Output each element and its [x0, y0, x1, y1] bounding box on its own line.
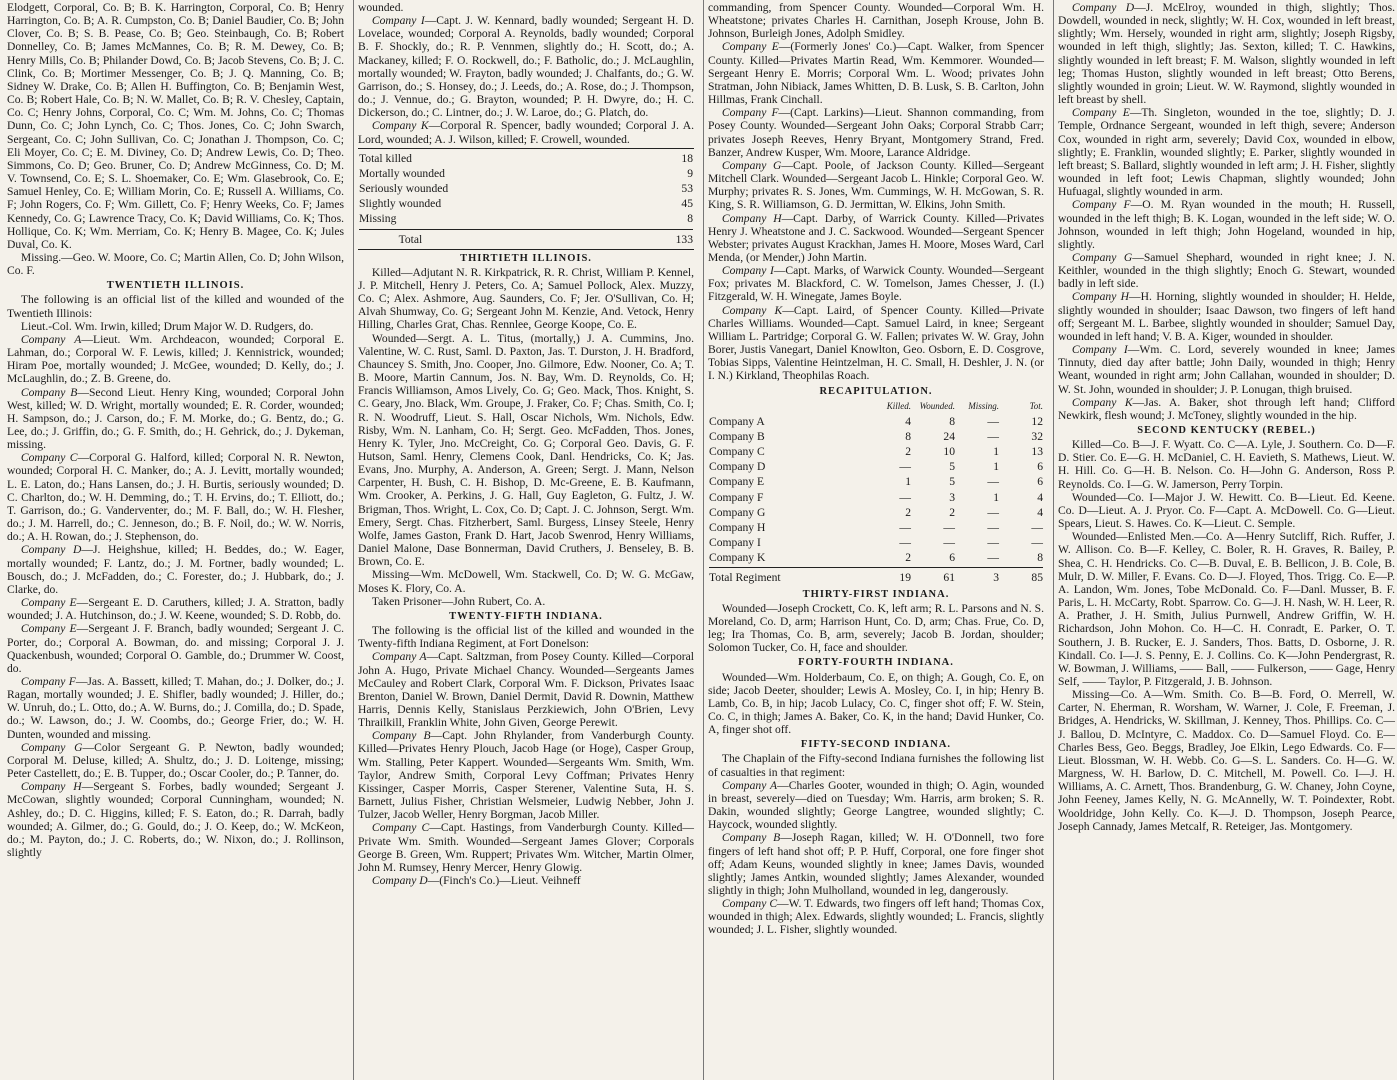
- totals-row: [358, 151, 694, 166]
- company-text: —Capt. Saltzman, from Posey County. Killed—Corporal John A. Hugo, Private Michael Chancy. Wounded—Sergeants James McCauley and Robert Clark, Corporal Wm. F. Dickson, Privates Isaac Brenton, Daniel W. Brown, Daniel Dermit, David R. Downin, Matthew Harris, Dennis Kelly, Stanislaus Perzkiewich, John O'Brien, Levy Thrailkill, Franklin White, John Given, George Perewit.: [358, 650, 694, 730]
- paragraph: Wounded—Wm. Holderbaum, Co. E, on thigh; A. Gough, Co. E, on side; Jacob Deeter, shoulder; Lewis A. Mosley, Co. I, in hip; Henry B. Lamb, Co. B, in hip; Jacob Lulacy, Co. C, finger shot off; F. W. Stein, Co. C, in thigh; James A. Baker, Co. K, in the hand; David Hunker, Co. A, finger shot off.: [708, 670, 1044, 737]
- totals-row: [358, 232, 694, 247]
- company-entry: [708, 106, 1044, 159]
- company-label: Company G: [721, 158, 782, 172]
- totals-value: 133: [675, 232, 693, 246]
- company-label: Company A: [371, 650, 427, 664]
- recap-header-row: [708, 399, 1044, 414]
- totals-label: Missing: [359, 212, 397, 226]
- company-label: Company G: [1071, 250, 1133, 264]
- recap-value: 8: [905, 430, 911, 443]
- company-label: Company H: [1071, 290, 1130, 304]
- recap-value: —: [987, 520, 999, 534]
- totals-label: Slightly wounded: [359, 197, 442, 211]
- recap-total-label: Total Regiment: [709, 571, 781, 585]
- company-entry: [358, 650, 694, 729]
- divider: [358, 148, 694, 149]
- recap-row: [708, 490, 1044, 505]
- recap-company: Company H: [709, 520, 766, 534]
- recap-row: [708, 414, 1044, 429]
- company-label: Company F: [1071, 198, 1131, 212]
- company-text: —Capt. Darby, of Warrick County. Killed—Privates Henry J. Wheatstone and J. C. Sackwood. Wounded—Sergeant Spencer Webster; privates August Krackhan, James H. Moore, Moses Ward, Carl Menda, (or Mender,) John Martin.: [708, 211, 1044, 264]
- company-label: Company D: [1071, 1, 1135, 14]
- company-label: Company K: [371, 119, 429, 133]
- company-text: —Capt. Poole, of Jackson County. Killed—Sergeant Mitchell Clark. Wounded—Sergeant Jacob L. Hinkle; Corporal Geo. W. Murphy; privates R. S. Jones, Wm. Cummings, W. H. McGowan, S. R. King, S. R. Williamson, G. D. Jermittan, W. Elkins, John Smith.: [708, 158, 1044, 212]
- company-text: —Capt. John Rhylander, from Vanderburgh County. Killed—Privates Henry Plouch, Jacob Hage (or Hoge), Casper Group, Wm. Stalling, Peter Kappert. Wounded—Sergeants Wm. Smith, Wm. Taylor, Andrew Smith, Corporal Levy Coffman; Privates Henry Kissinger, Casper Morris, Casper Sterener, Valentine Suta, H. S. Barnett, Julius Fisher, Christian Welsmeier, Ludwig Nebber, John J. Tulzer, Jacob Weller, Henry Borgman, Jacob Miller.: [358, 729, 694, 822]
- company-label: Company I: [721, 264, 774, 278]
- recap-company: Company I: [709, 536, 761, 550]
- company-text: —J. Heighshue, killed; H. Beddes, do.; W. Eager, mortally wounded; F. Lantz, do.; J. M. Fortner, badly wounded; L. Bousch, do.; J. McFadden, do.; C. Forester, do.; J. Hubbark, do.; J. Clarke, do.: [7, 543, 344, 596]
- paragraph: Elodgett, Corporal, Co. B; B. K. Harrington, Corporal, Co. B; Henry Harrington, Co. B; A. R. Cumpston, Co. B; Daniel Baudier, Co. B; John Clover, Co. B; S. B. Pease, Co. B; Geo. Steinbaugh, Co. B; Robert Donnelley, Co. B; James McMannes, Co. B; R. M. Dewey, Co. B; Henry Mills, Co. B; Philander Dowd, Co. B; Jacob Stevens, Co. B; J. C. Clink, Co. B; Mortimer Messenger, Co. B; J. Q. Manning, Co. B; Sidney W. Drake, Co. B; Allen H. Buffington, Co. B; Benjamin West, Co. B; Robert Hale, Co. B; N. W. Mallet, Co. B; R. V. Chesley, Captain, Co. C; Henry Johns, Corporal, Co. C; Wm. M. Johns, Co. C; Thomas Dunn, Co. C; John Lynch, Co. C; Thos. Jones, Co. C; John Swarch, Sergeant, Co. C; John Sullivan, Co. C; Jonathan J. Thompson, Co. C; Eli Moyer, Co. C; E. M. Diviney, Co. D; Andrew Lewis, Co. D; Theo. Simmons, Co. D; Geo. Bruner, Co. D; Andrew McGinness, Co. D; M. V. Townsend, Co. E; S. L. Shoemaker, Co. E; Wm. Glasebrook, Co. E; Samuel Henley, Co. E; William Morin, Co. E; Russell A. Williams, Co. F; John Rogers, Co. F; Wm. Gillett, Co. F; Henry Weeks, Co. F; James Kennedy, Co. G; Lawrence Tracy, Co. K; David Williams, Co. K; Thos. Hollique, Co. K; Wm. Merriam, Co. K; Henry B. Magee, Co. K; Jules Duval, Co. K.: [7, 1, 344, 251]
- recap-value: —: [987, 536, 999, 550]
- company-text: —Wm. C. Lord, severely wounded in knee; James Tinnuty, died day after battle; John Daily, wounded in thigh; Henry Weant, wounded in right arm; John Callahan, wounded in shoulder; D. W. St. John, wounded in shoulder; J. P. Lonugan, thigh bruised.: [1058, 343, 1395, 396]
- company-entry: [708, 897, 1044, 936]
- recap-value: —: [899, 520, 911, 534]
- company-label: Company D: [20, 543, 82, 557]
- company-entry: [1058, 198, 1395, 251]
- section-heading: RECAPITULATION.: [819, 385, 933, 397]
- company-label: Company H: [20, 780, 82, 794]
- paragraph: Killed—Co. B—J. F. Wyatt. Co. C—A. Lyle, J. Southern. Co. D—F. D. Stier. Co. E—G. H. McDaniel, C. H. Eavieth, S. Mathews, Lieut. W. H. Hill. Co. G—H. B. Nelson. Co. H—John G. Anderson, Ross P. Reynolds. Co. I—G. W. Jamerson, Perry Torpin.: [1058, 438, 1395, 491]
- recap-value: 6: [949, 551, 955, 565]
- section-heading: FIFTY-SECOND INDIANA.: [800, 739, 952, 751]
- company-entry: [1058, 1, 1395, 106]
- recap-header-blank: [708, 399, 868, 414]
- company-text: —Jas. A. Baker, shot through left hand; Clifford Newkirk, flesh wound; J. McToney, slightly wounded in the hip.: [1058, 395, 1395, 422]
- totals-value: 9: [687, 166, 693, 180]
- recap-row: [708, 444, 1044, 459]
- recap-value: —: [987, 475, 999, 489]
- company-label: Company G: [20, 740, 83, 754]
- divider: [709, 567, 1043, 568]
- company-text: —Sergeant J. F. Branch, badly wounded; Sergeant J. C. Porter, do.; Corporal A. Bowman, do. and missing; Corporal J. J. Quackenbush, wounded; Corporal O. Gamble, do.; Drummer W. Coost, do.: [7, 622, 345, 675]
- paragraph: The following is an official list of the killed and wounded of the Twentieth Illinois:: [7, 293, 344, 320]
- company-entry: [1058, 343, 1395, 396]
- recap-total-value: 3: [993, 571, 999, 585]
- company-label: Company B: [721, 831, 781, 845]
- section-heading: FORTY-FOURTH INDIANA.: [798, 657, 954, 669]
- company-text: —Lieut. Wm. Archdeacon, wounded; Corporal E. Lahman, do.; Corporal W. F. Lewis, killed; J. Kennistrick, wounded; Hiram Poe, mortally wounded; J. McGee, wounded; D. Kelly, do.; J. McLaughlin, do.; Z. B. Greene, do.: [7, 332, 344, 386]
- recap-value: 1: [993, 490, 999, 504]
- company-label: Company B: [20, 385, 78, 399]
- company-text: —O. M. Ryan wounded in the mouth; H. Russell, wounded in the left thigh; B. K. Logan, wounded in the left side; W. O. Johnson, wounded in left thigh; John Hogeland, wounded in hip, slightly.: [1058, 198, 1395, 251]
- paragraph: The Chaplain of the Fifty-second Indiana furnishes the following list of casualties in that regiment:: [708, 752, 1044, 779]
- recap-value: 4: [1037, 490, 1043, 504]
- paragraph: Wounded—Enlisted Men.—Co. A—Henry Sutcliff, Rich. Ruffer, J. W. Allison. Co. B—F. Kelley, C. Boler, R. H. Graves, R. Bailey, P. Shea, C. H. Hendricks. Co. C—B. Duval, E. B. Bellicon, J. B. Cole, B. Mulr, D. W. Miller, F. Evans. Co. D—J. Floyed, Thos. Trigg. Co. E—P. A. Landon, Wm. Jones, Tobe McDonald. Co. F—Danl. Musser, B. F. Paris, L. H. McCarty, Robt. Sparrow. Co. G—J. H. Nash, W. H. Leer, R. A. Prather, J. H. Smith, Julius Purnwell, Andrew Griffin, W. H. Richardson, John Mohon. Co. H—C. H. Conradt, E. Parker, O. T. Southern, J. B. Rucker, E. J. Sanders, Thos. Batts, D. Osborne, J. R. Kindall. Co. I—J. S. Penny, E. J. Collins. Co. K—John Pendergrast, R. W. Bowman, J. Williams, —— Ball, —— Fulkerson, —— Gage, Henry Self, —— Taylor, P. Fitzgerald, J. B. Johnson.: [1058, 530, 1395, 688]
- company-text: —Joseph Ragan, killed; W. H. O'Donnell, two fore fingers of left hand shot off; P. P. Huff, Corporal, one fore finger shot off; Adam Keuns, wounded slightly in knee; James Davis, wounded slightly; James Antkin, wounded slightly; James Alexander, wounded slightly in thigh; John Mulholland, wounded in leg, dangerously.: [708, 831, 1044, 897]
- recap-header: Missing.: [968, 400, 999, 411]
- recap-company: Company B: [709, 430, 765, 443]
- recap-value: 6: [1037, 460, 1043, 474]
- recap-row: [708, 474, 1044, 489]
- section-heading: SECOND KENTUCKY (REBEL.): [1137, 425, 1316, 436]
- totals-value: 18: [681, 151, 693, 165]
- company-entry: [708, 831, 1044, 897]
- company-label: Company E: [721, 40, 779, 54]
- recap-total-value: 85: [1031, 571, 1043, 585]
- company-text: —H. Horning, slightly wounded in shoulder; H. Helde, slightly wounded in shoulder; Isaac Dawson, two fingers of left hand off; Sergeant M. L. Barbee, slightly wounded in shoulder; Samuel Day, wounded in left hand; V. B. A. Kiger, wounded in shoulder.: [1058, 290, 1395, 343]
- recap-company: Company K: [709, 551, 766, 565]
- company-label: Company F: [20, 674, 76, 688]
- recap-value: —: [899, 490, 911, 504]
- paragraph: Wounded—Joseph Crockett, Co. K, left arm; R. L. Parsons and N. S. Moreland, Co. D, arm; Harrison Hunt, Co. D, arm; Chas. Frue, Co. D, leg; Ira Thomas, Co. B, arm, severely; Jacob B. Jordan, shoulder; Solomon Tucker, Co. H, face and shoulder.: [708, 601, 1044, 655]
- recap-value: 1: [993, 445, 999, 459]
- section-heading: THIRTY-FIRST INDIANA.: [802, 588, 950, 600]
- company-text: —(Capt. Larkins)—Lieut. Shannon commanding, from Posey County. Wounded—Sergeant John Oaks; Corporal Strabb Carr; privates Joseph Reeves, Henry Bryant, Montgomery Strand, Fred. Banzer, Andrew Kusper, Wm. Moore, Larance Aldridge.: [708, 106, 1045, 159]
- recap-value: 2: [905, 445, 911, 459]
- company-entry: [7, 543, 344, 596]
- totals-value: 8: [687, 212, 693, 226]
- company-label: Company A: [721, 778, 778, 792]
- company-entry: [7, 780, 344, 859]
- company-label: Company E: [20, 596, 77, 610]
- totals-block: [358, 148, 694, 250]
- paragraph: Wounded—Co. I—Major J. W. Hewitt. Co. B—Lieut. Ed. Keene. Co. D—Lieut. A. J. Pryor. Co. F—Capt. A. McDowell. Co. G—Lieut. Spears, Lieut. S. Hawes. Co. K—Lieut. C. Semple.: [1058, 490, 1395, 531]
- recap-total-value: 19: [899, 571, 911, 585]
- company-label: Company K: [1071, 395, 1133, 409]
- recapitulation-table: [708, 399, 1044, 586]
- recap-row: [708, 520, 1044, 535]
- company-label: Company C: [371, 821, 430, 835]
- company-text: —Capt. J. W. Kennard, badly wounded; Sergeant H. D. Lovelace, wounded; Corporal A. Reynolds, badly wounded; Corporal B. F. Shockly, do.; R. P. Vennmen, slightly do.; H. Scott, do.; A. Mackaney, killed; F. O. Rockwell, do.; F. Batholic, do.; J. McLaughlin, mortally wounded; W. Frayton, badly wounded; J. Chalfants, do.; G. W. Garrison, do.; S. Honsey, do.; J. Leeds, do.; A. Rose, do.; J. Thompson, do.; J. Vennue, do.; G. Brayton, wounded; P. H. Dwyre, do.; H. C. Dickerson, do.; C. Lintner, do.; J. W. Laroe, do.; G. Platch, do.: [358, 14, 694, 120]
- totals-label: Total: [398, 232, 423, 246]
- recap-value: —: [987, 414, 999, 428]
- company-text: —Color Sergeant G. P. Newton, badly wounded; Corporal M. Deluse, killed; A. Shultz, do.; J. D. Loitenge, missing; Peter Castellett, do.; E. B. Tupper, do.; Oscar Cooler, do.; P. Tanner, do.: [7, 740, 344, 781]
- company-label: Company D: [371, 874, 428, 887]
- section-heading: TWENTY-FIFTH INDIANA.: [449, 610, 603, 622]
- recap-value: 5: [949, 460, 955, 474]
- company-text: —Jas. A. Bassett, killed; T. Mahan, do.; J. Dolker, do.; J. Ragan, mortally wounded; J. E. Shifler, badly wounded; J. Hiller, do.; W. Unruh, do.; L. Otto, do.; A. W. Burns, do.; J. Comilla, do.; D. Spade, do.; W. Lawson, do.; J. W. Coombs, do.; George Frier, do.; W. H. Dunten, wounded and missing.: [7, 674, 344, 741]
- totals-label: Mortally wounded: [359, 166, 445, 180]
- paragraph: wounded.: [358, 1, 404, 14]
- totals-value: 45: [681, 197, 693, 211]
- company-entry: [358, 821, 694, 874]
- totals-label: Total killed: [359, 151, 412, 165]
- company-text: —Corporal G. Halford, killed; Corporal N. R. Newton, wounded; Corporal H. C. Manker, do.; A. J. Levitt, mortally wounded; L. E. Laton, do.; Hans Lansen, do.; J. H. Burtis, seriously wounded; D. C. Charlton, do.; W. H. Demming, do.; T. H. Ervins, do.; T. Elliott, do.; T. Garrison, do.; G. Vanderventer, do.; M. F. Ball, do.; W. H. Flesher, do.; J. M. Harrell, do.; C. Jenneson, do.; B. F. Noil, do.; W. W. Norris, do.; A. H. Rowan, do.; J. Stephenson, do.: [7, 451, 344, 544]
- recap-value: 8: [1037, 551, 1043, 565]
- recap-total-value: 61: [943, 571, 955, 585]
- recap-value: 1: [993, 460, 999, 474]
- recap-row: [708, 505, 1044, 520]
- company-text: —Charles Gooter, wounded in thigh; O. Agin, wounded in breast, severely—died on Tuesday; Wm. Harris, arm broken; S. R. Dakin, wounded slightly; George Langtree, wounded slightly; C. Haycock, wounded slightly.: [708, 778, 1044, 832]
- company-entry: [7, 333, 344, 386]
- company-label: Company B: [371, 729, 431, 743]
- recap-company: Company G: [709, 505, 766, 519]
- recap-value: 8: [949, 414, 955, 428]
- company-text: —Capt. Hastings, from Vanderburgh County. Killed—Private Wm. Smith. Wounded—Sergeant James Glover; Corporals George B. Green, Wm. Ruppert; Privates Wm. Witcher, Martin Olmer, John M. Rumsey, Henry Mercer, Henry Glowig.: [358, 821, 694, 874]
- company-label: Company C: [20, 451, 78, 465]
- divider: [359, 229, 693, 230]
- recap-company: Company D: [709, 460, 766, 474]
- column-1: [3, 0, 348, 1080]
- recap-company: Company F: [709, 490, 764, 504]
- recap-value: 24: [943, 430, 955, 443]
- recap-row: [708, 459, 1044, 474]
- company-entry: [7, 741, 344, 780]
- paragraph: Lieut.-Col. Wm. Irwin, killed; Drum Major W. D. Rudgers, do.: [20, 319, 314, 333]
- recap-row: [708, 429, 1044, 444]
- company-label: Company A: [20, 332, 82, 346]
- company-entry: [1058, 290, 1395, 343]
- company-label: Company K: [721, 303, 783, 317]
- paragraph: The following is the official list of the killed and wounded in the Twenty-fifth Indiana Regiment, at Fort Donelson:: [358, 624, 694, 651]
- company-entry: [358, 14, 694, 119]
- company-entry: [1058, 106, 1395, 198]
- paragraph: Missing—Wm. McDowell, Wm. Stackwell, Co. D; W. G. McGaw, Moses K. Flory, Co. A.: [358, 568, 694, 595]
- company-text: —(Finch's Co.)—Lieut. Veihneff: [427, 874, 581, 887]
- company-text: —(Formerly Jones' Co.)—Capt. Walker, from Spencer County. Killed—Privates Martin Read, Wm. Kemmorer. Wounded—Sergeant Henry E. Morris; Corporal Wm. L. Wood; privates John Stratman, John Nibiack, James Whitten, D. B. Lusk, S. B. Carlton, John Hillmas, Frank Cinchall.: [708, 40, 1044, 107]
- recap-header: Killed.: [886, 400, 911, 411]
- totals-row: [358, 196, 694, 211]
- recap-company: Company A: [709, 414, 765, 428]
- company-text: —Capt. Marks, of Warwick County. Wounded—Sergeant Fox; privates M. Blackford, C. W. Tomelson, James Chesser, J. (I.) Fitzgerald, W. H. Winegate, James Boyle.: [708, 264, 1044, 304]
- column-3: [703, 0, 1048, 1080]
- recap-value: 3: [949, 490, 955, 504]
- totals-row: [358, 211, 694, 226]
- company-entry: [7, 675, 344, 741]
- paragraph: Taken Prisoner—John Rubert, Co. A.: [371, 594, 546, 608]
- company-entry: [7, 622, 344, 675]
- recap-value: 2: [949, 505, 955, 519]
- company-label: Company E: [1071, 106, 1130, 120]
- company-label: Company I: [1071, 343, 1128, 357]
- section-heading: THIRTIETH ILLINOIS.: [460, 252, 592, 264]
- paragraph: Missing.—Geo. W. Moore, Co. C; Martin Allen, Co. D; John Wilson, Co. F.: [7, 250, 344, 278]
- column-4: [1053, 0, 1397, 1080]
- company-entry: [7, 386, 344, 452]
- company-entry: [1058, 251, 1395, 290]
- company-label: Company I: [371, 14, 425, 28]
- recap-value: —: [1031, 536, 1043, 550]
- company-entry: [358, 874, 694, 887]
- recap-value: —: [987, 430, 999, 443]
- company-entry: [708, 264, 1044, 303]
- column-2: [353, 0, 698, 1080]
- totals-row: [358, 181, 694, 196]
- company-text: —J. McElroy, wounded in thigh, slightly; Thos. Dowdell, wounded in neck, slightly; W. H. Cox, wounded in left breast, slightly; Wm. Hersely, wounded in right arm, slightly; Joseph Rigsby, wounded in left thigh, slightly; Jas. Sexton, killed; T. C. Hawkins, slightly wounded in left breast; F. M. Walson, slightly wounded in left leg; Thomas Huston, slightly wounded in left breast; Otto Berens, slightly wounded in groin; Lieut. W. W. Raymond, slightly wounded in left breast by shell.: [1058, 1, 1396, 107]
- totals-value: 53: [681, 182, 693, 196]
- recap-row: [708, 550, 1044, 565]
- recap-value: —: [943, 536, 955, 550]
- paragraph: Missing—Co. A—Wm. Smith. Co. B—B. Ford, O. Merrell, W. Carter, N. Eherman, R. Worsham, W. Warner, J. Cole, F. Freeman, J. Bridges, A. Hendricks, W. Skillman, J. Kenney, Thos. Phillips. Co. C—J. Ballou, D. McIntyre, C. Maddox. Co. D—Samuel Floyd. Co. E—Charles Bess, Geo. Beggs, Bradley, Joe Elkin, Lego Edwards. Co. F—Lieut. Blossman, W. H. Webb. Co. G—S. L. Sanders. Co. H—G. W. Margness, W. H. Barlow, D. C. Mitchell, M. Powell. Co. I—J. H. Williams, A. C. Arnett, Thos. Brandenburg, G. W. Chaney, John Coyne, John Feeney, James Kelly, N. G. McAnnelly, W. T. Poindexter, Robt. Wooldridge, John Kelly. Co. K—J. D. Thompson, Joseph Pearce, Joseph Cannady, James Metcalf, R. Reteiger, Jas. Montgomery.: [1058, 688, 1395, 833]
- recap-company: Company C: [709, 445, 765, 459]
- company-text: —Samuel Shephard, wounded in right knee; J. N. Keithler, wounded in the thigh slightly; Enoch G. Stewart, wounded badly in left side.: [1058, 250, 1395, 291]
- totals-label: Seriously wounded: [359, 182, 449, 196]
- company-entry: [708, 212, 1044, 265]
- recap-header: Tot.: [1029, 400, 1043, 411]
- company-label: Company E: [20, 622, 77, 636]
- company-entry: [7, 451, 344, 543]
- recap-row: [708, 535, 1044, 550]
- recap-value: —: [899, 536, 911, 550]
- company-label: Company C: [721, 897, 778, 911]
- recap-value: 2: [905, 505, 911, 519]
- company-entry: [7, 596, 344, 622]
- recap-value: 12: [1031, 414, 1043, 428]
- recap-total-row: [708, 570, 1044, 585]
- company-entry: [358, 119, 694, 145]
- company-entry: [358, 729, 694, 821]
- recap-value: 5: [949, 475, 955, 489]
- company-text: —Sergeant S. Forbes, badly wounded; Sergeant J. McCowan, slightly wounded; Corporal Cunningham, wounded; N. Ashley, do.; D. C. Higgins, killed; F. S. Eaton, do.; R. Darrah, badly wounded; A. Gilmer, do.; G. Gould, do.; J. O. Keep, do.; W. McKeon, do.; M. Payton, do.; J. C. Roberts, do.; W. Nixon, do.; J. Rollinson, slightly: [7, 780, 344, 859]
- divider: [358, 249, 694, 250]
- company-entry: [708, 159, 1044, 212]
- totals-row: [358, 166, 694, 181]
- company-entry: [708, 779, 1044, 832]
- recap-value: —: [943, 520, 955, 534]
- paragraph: commanding, from Spencer County. Wounded—Corporal Wm. H. Wheatstone; privates Charles H. Carnithan, Joseph Krouse, John B. Johnson, Burleigh Jones, Adolph Smidley.: [708, 1, 1044, 41]
- recap-value: 32: [1031, 430, 1043, 443]
- company-text: —W. T. Edwards, two fingers off left hand; Thomas Cox, wounded in thigh; Alex. Edwards, slightly wounded; L. Francis, slightly wounded; J. L. Fisher, slightly wounded.: [708, 897, 1044, 937]
- totals-table: [358, 151, 694, 247]
- company-text: —Capt. Laird, of Spencer County. Killed—Private Charles Williams. Wounded—Capt. Samuel Laird, in knee; Sergeant William L. Partridge; Corporal G. W. Fallen; privates W. W. Gray, John Borer, Justis Vanegart, Daniel Knowlton, Geo. Osborn, E. D. Cosgrove, Tobias Sipps, Valentine Heintzelman, H. C. Small, H. Deshler, J. N. (or I. N.) Kirkland, Theophilas Roach.: [708, 303, 1044, 383]
- recap-value: 4: [905, 414, 911, 428]
- company-text: —Th. Singleton, wounded in the toe, slightly; D. J. Temple, Ordnance Sergeant, wounded in left thigh, severe; Anderson Cox, wounded in right arm, severely; David Cox, wounded in elbow, slightly; E. Franklin, wounded slightly; E. Parker, slightly wounded in left breast; S. Ballard, slightly wounded in left arm; J. H. Fisher, slightly wounded in left foot; Lewis Chapman, slightly wounded; John Hufuagal, slightly wounded in arm.: [1058, 106, 1395, 199]
- recap-company: Company E: [709, 475, 765, 489]
- company-text: —Second Lieut. Henry King, wounded; Corporal John West, killed; W. D. Wright, mortally wounded; E. R. Corder, wounded; H. Sampson, do.; J. Carson, do.; F. M. Morke, do.; G. Bentz, do.; G. Lee, do.; J. Griffin, do.; G. F. Smith, do.; H. Gehrick, do.; J. Dykeman, missing.: [7, 385, 344, 452]
- company-entry: [708, 304, 1044, 383]
- company-entry: [1058, 396, 1395, 422]
- recap-value: 6: [1037, 475, 1043, 489]
- recap-value: —: [1031, 520, 1043, 534]
- section-heading: TWENTIETH ILLINOIS.: [106, 280, 245, 292]
- recap-value: 13: [1031, 445, 1043, 459]
- recap-value: 4: [1037, 505, 1043, 519]
- company-entry: [708, 40, 1044, 106]
- company-label: Company H: [721, 211, 782, 225]
- company-text: —Corporal R. Spencer, badly wounded; Corporal J. A. Lord, wounded; A. J. Wilson, killed; F. Crowell, wounded.: [358, 119, 694, 146]
- recap-value: 2: [905, 551, 911, 565]
- recap-value: 10: [943, 445, 955, 459]
- paragraph: Killed—Adjutant N. R. Kirkpatrick, R. R. Christ, William P. Kennel, J. P. Mitchell, Henry J. Peters, Co. A; Samuel Pollock, Alex. Muzzy, Co. C; Alex. Ashmore, Aug. Saunders, Co. F; Jer. O'Sullivan, Co. H; Alvah Shumway, Co. G; Sergeant John M. Kenzie, And. Vetock, Henry Hilling, Charles Grat, Chas. Rennlee, George Koope, Co. E.: [358, 265, 694, 332]
- recap-value: —: [987, 505, 999, 519]
- recap-header: Wounded.: [919, 400, 955, 411]
- recap-value: —: [987, 551, 999, 565]
- company-text: —Sergeant E. D. Caruthers, killed; J. A. Stratton, badly wounded; J. A. Hutchinson, do.; J. W. Keene, wounded; S. D. Robb, do.: [7, 596, 345, 623]
- paragraph: Wounded—Sergt. A. L. Titus, (mortally,) J. A. Cummins, Jno. Valentine, W. C. Rust, Saml. D. Paxton, Jas. T. Durston, J. H. Bradford, Chauncey S. Smith, Jno. Cooper, Jno. Gilmore, Edw. Nooner, Co. A; T. B. Moore, Martin Cannum, Jos. N. Bay, Wm. D. Reynolds, Co. H; Francis Williamson, Amos Lively, Co. G; Geo. Mack, Thos. Knight, S. C. Geary, Jno. Black, Wm. Groupe, J. Fraker, Co. F; Chas. Smith, Co. I; R. N. Woodruff, Lieut. S. Hall, Oscar Nichols, Wm. Nichols, Edw. Risby, Wm. N. Lanham, Co. H; Sergt. Geo. McFadden, Thos. Jones, Henry K. Tyler, Jno. McCreight, Co. G; Corporal Geo. Davis, G. F. Hutson, Saml. Henry, Clemens Cook, Danl. Hendricks, Co. K; Jas. Evans, Jno. Murphy, A. Anderson, A. Green; Sergt. J. Mann, Nelson Carpenter, H. Bush, C. H. Bishop, D. Mc-Greene, E. B. Kaufmann, Wm. Crooker, A. Perkins, J. G. Hall, Guy Eagleton, G. Fultz, J. W. Brigman, Thos. Wright, L. Cox, Co. D; Capt. J. C. Johnson, Sergt. Wm. Emery, Sergt. Chas. Fitzherbert, Saml. Burgess, Linsey Steele, Henry Wolfe, James Gaston, Frank D. Hart, Jacob Swenrod, Henry Williams, Daniel Malone, Dase Bonnerman, David Cruthers, J. Benseley, B. B. Brown, Co. E.: [358, 331, 694, 569]
- company-label: Company F: [721, 106, 779, 120]
- recap-value: 1: [905, 475, 911, 489]
- recap-value: —: [899, 460, 911, 474]
